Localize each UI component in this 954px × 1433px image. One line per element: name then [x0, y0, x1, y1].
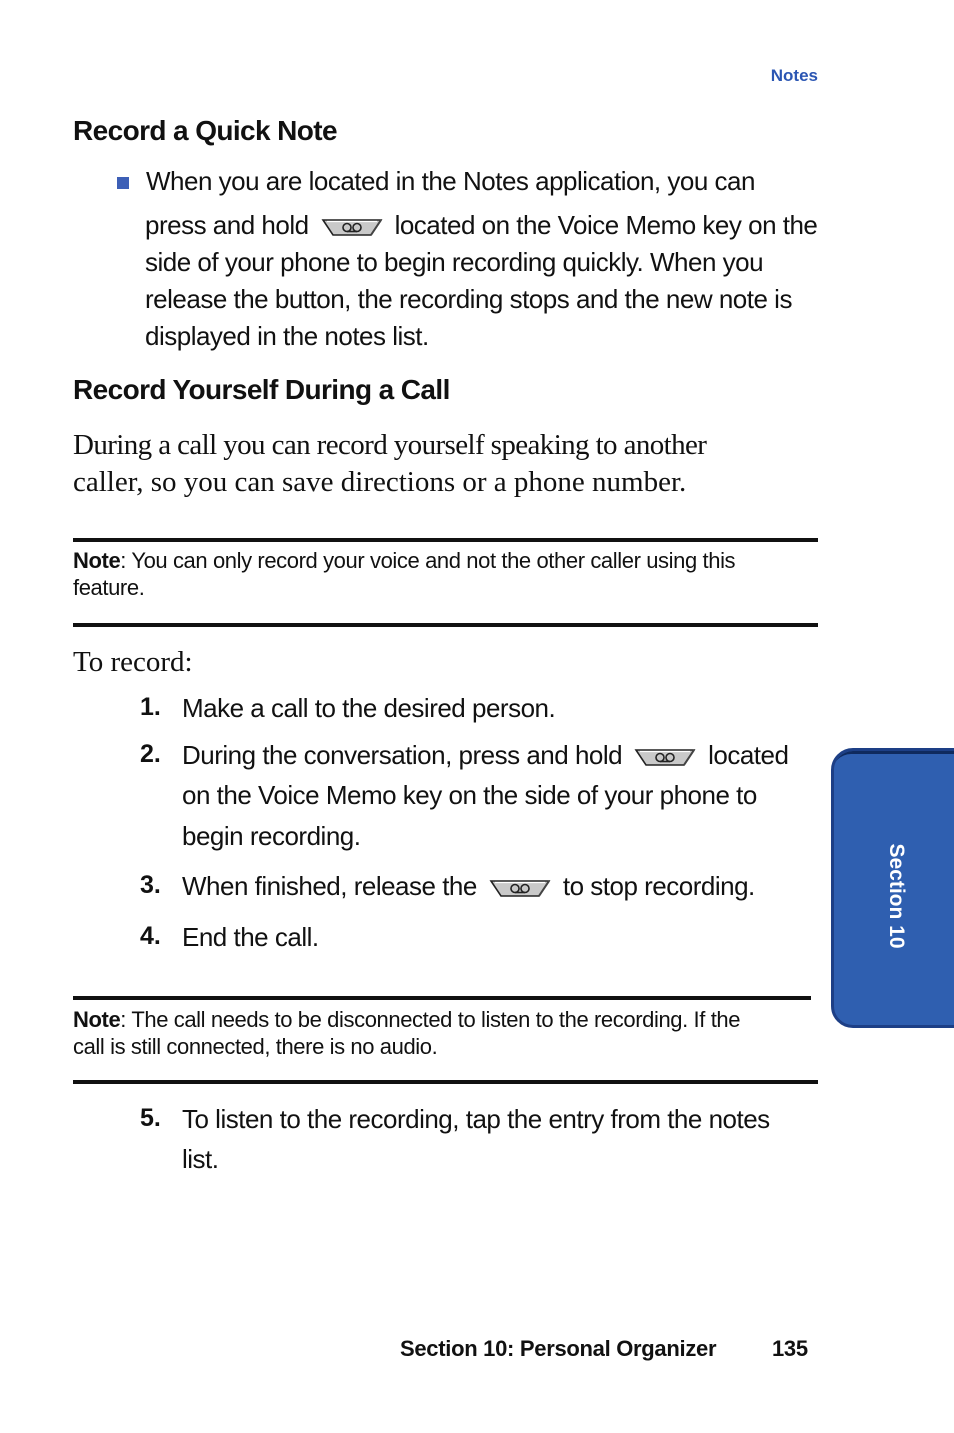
- note-1-line-1: [73, 547, 735, 574]
- step-1-text: Make a call to the desired person.: [182, 693, 556, 723]
- note-2-text: : The call needs to be disconnected to listen to the recording. If the: [120, 1007, 741, 1032]
- step-2-line-1: [182, 735, 788, 775]
- bullet-text-line-5: displayed in the notes list.: [145, 321, 429, 351]
- note-2-label: Note: [73, 1007, 121, 1032]
- paragraph-line-1: During a call you can record yourself speaking to another: [73, 429, 707, 461]
- note-2-line-1: [73, 1006, 740, 1033]
- section-tab: [831, 748, 954, 1028]
- step-2-line-1-after: located: [708, 740, 789, 770]
- square-bullet-icon: [117, 177, 129, 189]
- bullet-text-line-2-after: located on the Voice Memo key on the: [394, 210, 818, 240]
- bullet-text-line-4: release the button, the recording stops and the new note is: [145, 284, 792, 314]
- voice-memo-key-icon: [321, 216, 383, 238]
- note-1-text: : You can only record your voice and not the other caller using this: [120, 548, 736, 573]
- note-2-top-rule: [73, 996, 811, 1000]
- note-bottom-rule: [73, 623, 818, 627]
- bullet-text-line-2: [145, 207, 817, 244]
- step-2-line-1-before: During the conversation, press and hold: [182, 740, 623, 770]
- note-2-line-2: call is still connected, there is no audio.: [73, 1034, 438, 1059]
- to-record-label: To record:: [73, 646, 193, 678]
- step-5-number: 5.: [140, 1104, 161, 1132]
- note-2-bottom-rule: [73, 1080, 818, 1084]
- step-3-line-1-after: to stop recording.: [562, 871, 755, 901]
- step-4-number: 4.: [140, 922, 161, 950]
- note-1-label: Note: [73, 548, 121, 573]
- note-top-rule: [73, 538, 818, 542]
- step-2-line-2: on the Voice Memo key on the side of your phone to: [182, 780, 757, 810]
- heading-record-quick-note: Record a Quick Note: [73, 115, 338, 146]
- step-3-line-1-before: When finished, release the: [182, 871, 477, 901]
- step-5-line-1: To listen to the recording, tap the entry from the notes: [182, 1104, 770, 1134]
- section-tab-label: Section 10: [885, 843, 908, 949]
- step-1-number: 1.: [140, 693, 161, 721]
- step-3-line-1: [182, 866, 755, 906]
- bullet-text-line-1: When you are located in the Notes application, you can: [146, 166, 755, 196]
- step-3-number: 3.: [140, 871, 161, 899]
- voice-memo-key-icon: [489, 877, 551, 899]
- running-head: Notes: [770, 66, 818, 85]
- voice-memo-key-icon: [634, 746, 696, 768]
- note-1-line-2: feature.: [73, 575, 145, 600]
- bullet-text-line-3: side of your phone to begin recording quickly. When you: [145, 247, 764, 277]
- page-number: 135: [772, 1336, 808, 1361]
- step-4-text: End the call.: [182, 922, 319, 952]
- step-2-number: 2.: [140, 740, 161, 768]
- step-5-line-2: list.: [182, 1144, 219, 1174]
- bullet-text-line-2-before: press and hold: [145, 210, 309, 240]
- heading-record-during-call: Record Yourself During a Call: [73, 374, 450, 405]
- footer-section-title: Section 10: Personal Organizer: [400, 1336, 717, 1361]
- paragraph-line-2: caller, so you can save directions or a phone number.: [73, 466, 687, 498]
- step-2-line-3: begin recording.: [182, 821, 361, 851]
